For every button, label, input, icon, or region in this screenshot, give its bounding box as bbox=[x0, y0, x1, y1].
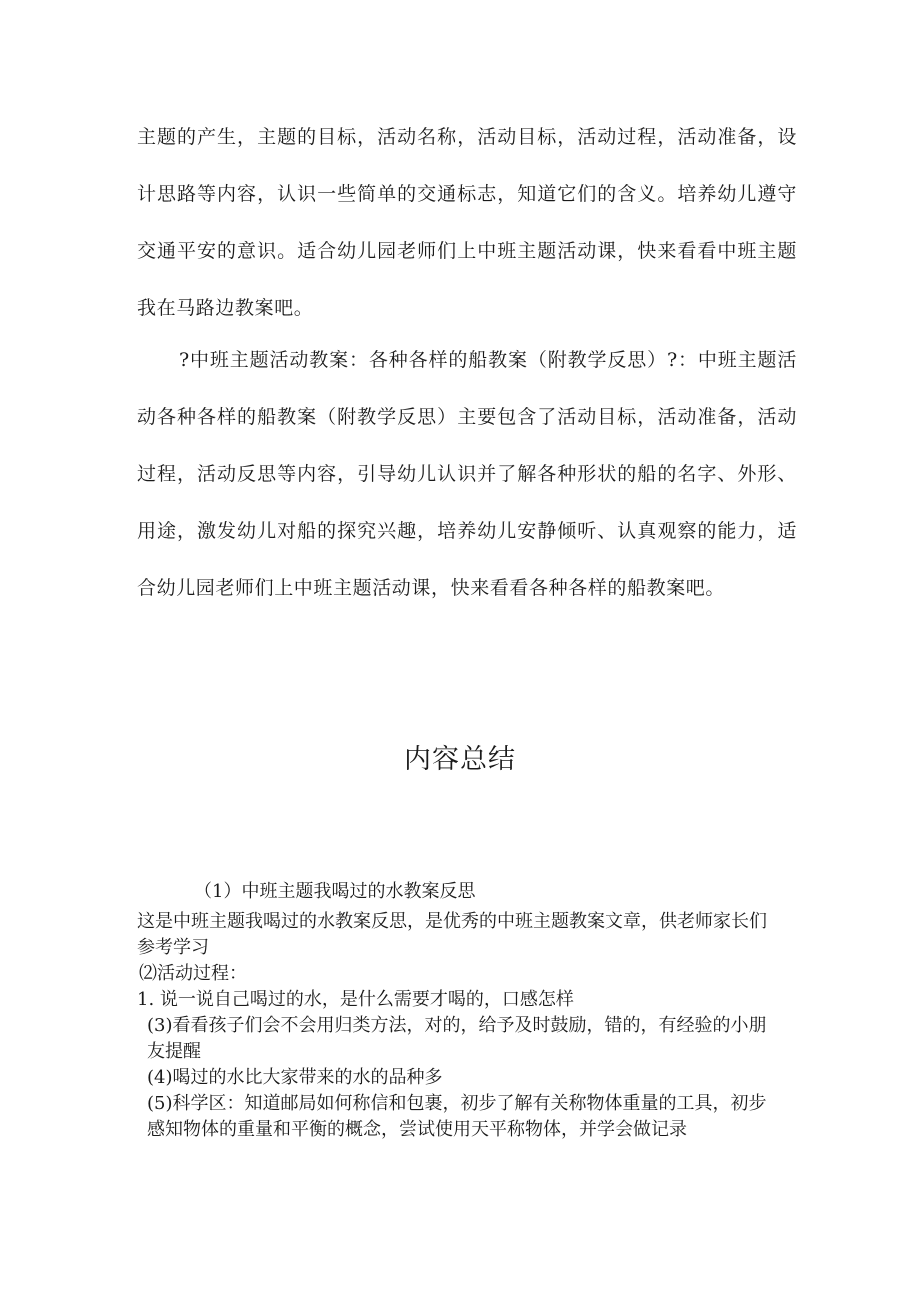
paragraph-theme-intro: 主题的产生，主题的目标，活动名称，活动目标，活动过程，活动准备，设计思路等内容，认识一些简单的交通标志，知道它们的含义。培养幼儿遵守交通平安的意识。适合幼儿园老师们上中班主题活动课，快来看看中班主题我在马路边教案吧。 bbox=[137, 126, 797, 319]
summary-heading: 内容总结 bbox=[404, 744, 516, 775]
summary-item-talk-water: 1. 说一说自己喝过的水，是什么需要才喝的，口感怎样 bbox=[137, 989, 574, 1010]
summary-item-classification: (3)看看孩子们会不会用归类方法，对的，给予及时鼓励，错的，有经验的小朋友提醒 bbox=[147, 1015, 767, 1062]
summary-section bbox=[137, 879, 777, 1143]
summary-item-title: （1）中班主题我喝过的水教案反思 bbox=[194, 881, 476, 902]
summary-item-science-area: (5)科学区：知道邮局如何称信和包裹，初步了解有关称物体重量的工具，初步感知物体的重量和平衡的概念，尝试使用天平称物体，并学会做记录 bbox=[147, 1093, 767, 1140]
summary-item-activity-process: ⑵活动过程： bbox=[139, 963, 247, 984]
paragraph-boat-lesson: ?中班主题活动教案：各种各样的船教案（附教学反思）?：中班主题活动各种各样的船教案（附教学反思）主要包含了活动目标，活动准备，活动过程，活动反思等内容，引导幼儿认识并了解各种形状的船的名字、外形、用途，激发幼儿对船的探究兴趣，培养幼儿安静倾听、认真观察的能力，适合幼儿园老师们上中班主题活动课，快来看看各种各样的船教案吧。 bbox=[137, 349, 797, 599]
summary-intro: 这是中班主题我喝过的水教案反思，是优秀的中班主题教案文章，供老师家长们参考学习 bbox=[137, 911, 767, 958]
summary-item-water-variety: (4)喝过的水比大家带来的水的品种多 bbox=[147, 1067, 443, 1088]
